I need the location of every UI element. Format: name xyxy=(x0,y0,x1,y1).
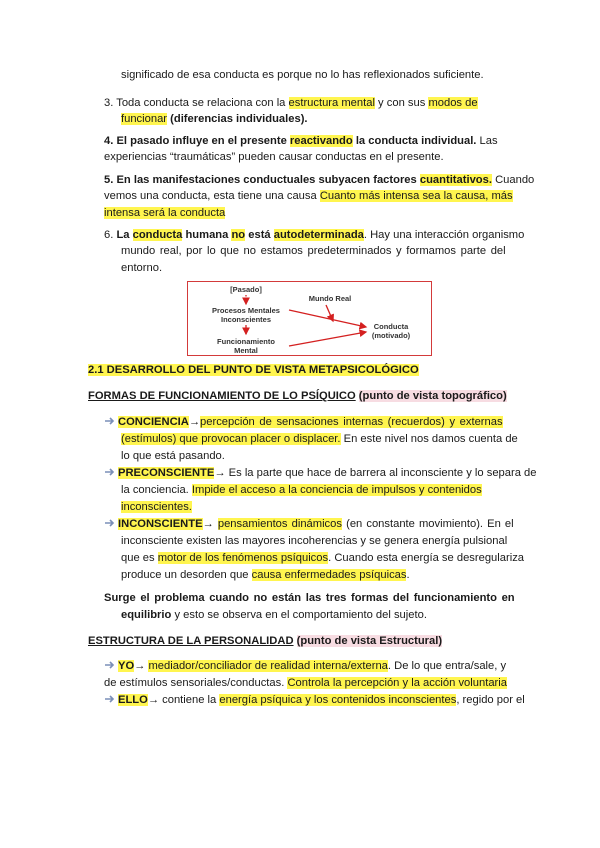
arrow-bullet-icon xyxy=(104,467,116,477)
arrow-bullet-icon xyxy=(104,694,116,704)
ello-line-1: ELLO→ contiene la energía psíquica y los contenidos inconscientes, regido por el xyxy=(104,692,525,709)
item-3-line-1: 3. Toda conducta se relaciona con la estructura mental y con sus modos de xyxy=(104,97,478,109)
intro-line: significado de esa conducta es porque no lo has reflexionados suficiente. xyxy=(121,69,484,81)
inconsciente-line-2: inconsciente existen las mayores incoherencias y se genera energía pulsional xyxy=(121,535,508,547)
inconsciente-line-4: produce un desorden que causa enfermedades psíquicas. xyxy=(121,569,410,581)
preconsciente-line-2: la conciencia. Impide el acceso a la conciencia de impulsos y contenidos xyxy=(121,484,482,496)
item-6-line-3: entorno. xyxy=(121,262,163,274)
diagram-funcionamiento-1: Funcionamiento xyxy=(217,337,275,346)
diagram-conducta-1: Conducta xyxy=(373,322,409,331)
diagram-procesos-2: Inconscientes xyxy=(220,315,272,324)
preconsciente-line-1: PRECONSCIENTE→ Es la parte que hace de barrera al inconsciente y lo separa de xyxy=(104,465,537,482)
arrow-bullet-icon xyxy=(104,518,116,528)
diagram-conducta-2: (motivado) xyxy=(371,331,411,340)
diagram-mundo-real: Mundo Real xyxy=(308,294,352,303)
conciencia-line-2: (estímulos) que provocan placer o displacer. En este nivel nos damos cuenta de xyxy=(121,433,518,445)
yo-line-2: de estímulos sensoriales/conductas. Controla la percepción y la acción voluntaria xyxy=(104,677,507,689)
formas-heading: FORMAS DE FUNCIONAMIENTO DE LO PSÍQUICO (punto de vista topográfico) xyxy=(88,390,507,402)
conciencia-line-1: CONCIENCIA→percepción de sensaciones internas (recuerdos) y externas xyxy=(104,414,503,431)
arrow-funcionamiento-conducta xyxy=(289,332,366,346)
yo-line-1: YO→ mediador/conciliador de realidad interna/externa. De lo que entra/sale, y xyxy=(104,658,506,675)
conciencia-line-3: lo que está pasando. xyxy=(121,450,225,462)
estructura-heading: ESTRUCTURA DE LA PERSONALIDAD (punto de vista Estructural) xyxy=(88,635,443,647)
arrow-procesos-conducta xyxy=(289,310,366,327)
diagram-funcionamiento-2: Mental xyxy=(234,346,258,355)
diagram-procesos-1: Procesos Mentales xyxy=(212,306,280,315)
diagram-pasado: [Pasado] xyxy=(230,285,262,294)
section-title: 2.1 DESARROLLO DEL PUNTO DE VISTA METAPSICOLÓGICO xyxy=(88,364,419,376)
surge-line-2: equilibrio y esto se observa en el comportamiento del sujeto. xyxy=(121,609,427,621)
item-5-line-1: 5. En las manifestaciones conductuales subyacen factores cuantitativos. Cuando xyxy=(104,174,535,186)
item-5-line-3: intensa será la conducta xyxy=(104,207,226,219)
inconsciente-line-1: INCONSCIENTE→ pensamientos dinámicos (en constante movimiento). En el xyxy=(104,516,514,533)
conducta-diagram xyxy=(187,281,432,356)
item-6-line-1: 6. La conducta humana no está autodeterminada. Hay una interacción organismo xyxy=(104,229,525,241)
surge-line-1: Surge el problema cuando no están las tres formas del funcionamiento en xyxy=(104,592,515,604)
item-3-line-2: funcionar (diferencias individuales). xyxy=(121,113,308,125)
item-4-line-1: 4. El pasado influye en el presente reactivando la conducta individual. Las xyxy=(104,135,498,147)
item-4-line-2: experiencias “traumáticas” pueden causar conductas en el presente. xyxy=(104,151,444,163)
arrow-bullet-icon xyxy=(104,416,116,426)
preconsciente-line-3: inconscientes. xyxy=(121,501,192,513)
arrow-bullet-icon xyxy=(104,660,116,670)
inconsciente-line-3: que es motor de los fenómenos psíquicos. Cuando esta energía se desregulariza xyxy=(121,552,525,564)
item-6-line-2: mundo real, por lo que no estamos predeterminados y formamos parte del xyxy=(121,245,506,257)
item-5-line-2: vemos una conducta, esta tiene una causa Cuanto más intensa sea la causa, más xyxy=(104,190,513,202)
